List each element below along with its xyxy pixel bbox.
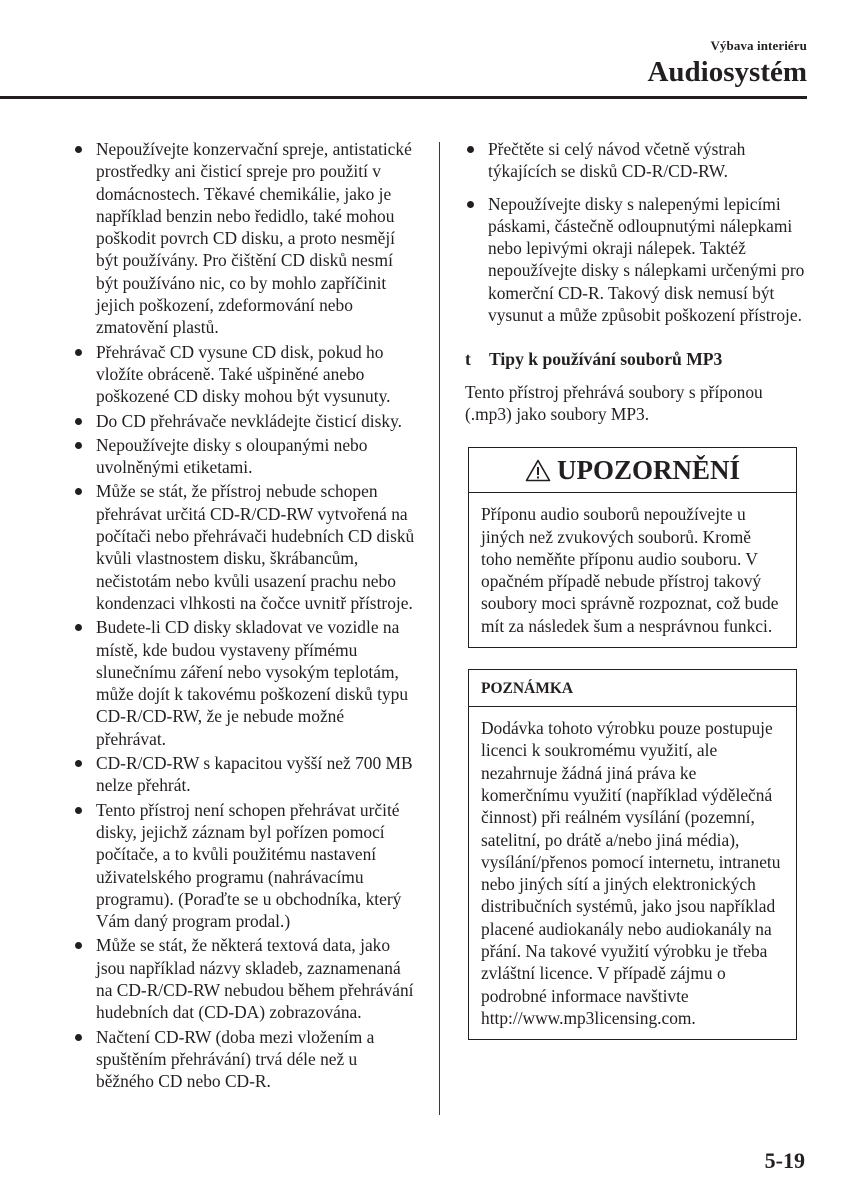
section-marker: t — [465, 349, 471, 370]
note-title: POZNÁMKA — [469, 670, 796, 707]
bullet-icon — [75, 624, 82, 631]
list-item: Nepoužívejte disky s nalepenými lepicími páskami, částečně odloupnutými nálepkami nebo lepivými okraji nálepek. Taktéž nepoužívejte disky s nálepkami určenými pro komerční CD-R. Takový disk nemusí být vysunut a může způsobit poškození přístroje. — [465, 193, 810, 327]
bullet-icon — [75, 146, 82, 153]
list-item: CD-R/CD-RW s kapacitou vyšší než 700 MB nelze přehrát. — [73, 752, 418, 797]
bullet-icon — [75, 488, 82, 495]
section-label: Výbava interiéru — [710, 38, 807, 53]
left-column — [73, 138, 418, 1094]
list-item: Tento přístroj není schopen přehrávat určité disky, jejichž záznam byl pořízen pomocí počítače, a to kvůli použitému nastavení uživatelského programu (nahrávacímu programu). (Poraďte se u obchodníka, který Vám daný program prodal.) — [73, 799, 418, 933]
list-item: Přečtěte si celý návod včetně výstrah týkajících se disků CD-R/CD-RW. — [465, 138, 810, 183]
bullet-icon — [75, 418, 82, 425]
header-rule — [0, 96, 807, 99]
right-column — [465, 138, 810, 1040]
note-text: Dodávka tohoto výrobku pouze postupuje licenci k soukromému využití, ale nezahrnuje žádná jiná práva ke komerčnímu využití (například výdělečná činnost) při reálném vysílání (pozemní, satelitní, po drátě a/nebo jiná média), vysílání/přenos pomocí internetu, intranetu nebo jiných sítí a jiných elektronických distribučních systémů, jako jsou například placené audiokanály nebo audiokanály na přání. Na takové využití výrobku je třeba zvláštní licence. V případě zájmu o podrobné informace navštivte http://www.mp3licensing.com. — [481, 718, 781, 1028]
bullet-icon — [75, 349, 82, 356]
page-number: 5-19 — [764, 1148, 805, 1173]
section-heading-text: Tipy k používání souborů MP3 — [489, 349, 723, 370]
page-title: Audiosystém — [647, 56, 807, 88]
warning-header — [469, 448, 796, 493]
bullet-icon — [75, 942, 82, 949]
bullet-icon — [467, 201, 474, 208]
list-item: Může se stát, že některá textová data, jako jsou například názvy skladeb, zaznamenaná na CD-R/CD-RW nebudou během přehrávání hudebních dat (CD-DA) zobrazována. — [73, 934, 418, 1023]
list-item: Budete-li CD disky skladovat ve vozidle na místě, kde budou vystaveny přímému slunečnímu záření nebo vysokým teplotám, může dojít k takovému poškození disků typu CD-R/CD-RW, že je nebude možné přehrávat. — [73, 616, 418, 750]
warning-box — [468, 447, 797, 648]
column-divider — [439, 142, 440, 1115]
warning-title: UPOZORNĚNÍ — [556, 455, 740, 486]
bullet-icon — [75, 807, 82, 814]
list-item: Do CD přehrávače nevkládejte čisticí disky. — [73, 410, 418, 432]
bullet-icon — [75, 1034, 82, 1041]
section-paragraph: Tento přístroj přehrává soubory s příponou (.mp3) jako soubory MP3. — [465, 381, 763, 424]
warning-text: Příponu audio souborů nepoužívejte u jiných než zvukových souborů. Kromě toho neměňte příponu audio souboru. V opačném případě nebude přístroj takový soubory moci správně rozpoznat, což bude mít za následek šum a nesprávnou funkci. — [481, 504, 779, 636]
section-heading — [465, 348, 810, 370]
list-item: Může se stát, že přístroj nebude schopen přehrávat určitá CD-R/CD-RW vytvořená na počítači nebo přehrávači hudebních CD disků kvůli vlastnostem disku, škrábancům, nečistotám nebo kvůli usazení prachu nebo kondenzaci vlhkosti na čočce uvnitř přístroje. — [73, 480, 418, 614]
bullet-icon — [75, 442, 82, 449]
bullet-icon — [75, 760, 82, 767]
bullet-icon — [467, 146, 474, 153]
list-item: Nepoužívejte konzervační spreje, antistatické prostředky ani čisticí spreje pro použití v domácnostech. Těkavé chemikálie, jako je například benzin nebo ředidlo, také mohou poškodit povrch CD disku, a proto nesmějí být používány. Pro čištění CD disků nesmí být používáno nic, co by mohlo zapříčinit jejich poškození, zdeformování nebo zmatovění plastů. — [73, 138, 418, 339]
left-bullet-list — [73, 138, 418, 1092]
warning-triangle-icon — [525, 459, 551, 482]
list-item: Načtení CD-RW (doba mezi vložením a spuštěním přehrávání) trvá déle než u běžného CD nebo CD-R. — [73, 1026, 418, 1093]
note-box — [468, 669, 797, 1040]
list-item: Přehrávač CD vysune CD disk, pokud ho vložíte obráceně. Také ušpiněné anebo poškozené CD disky mohou být vysunuty. — [73, 341, 418, 408]
right-bullet-list — [465, 138, 810, 326]
list-item: Nepoužívejte disky s oloupanými nebo uvolněnými etiketami. — [73, 434, 418, 479]
